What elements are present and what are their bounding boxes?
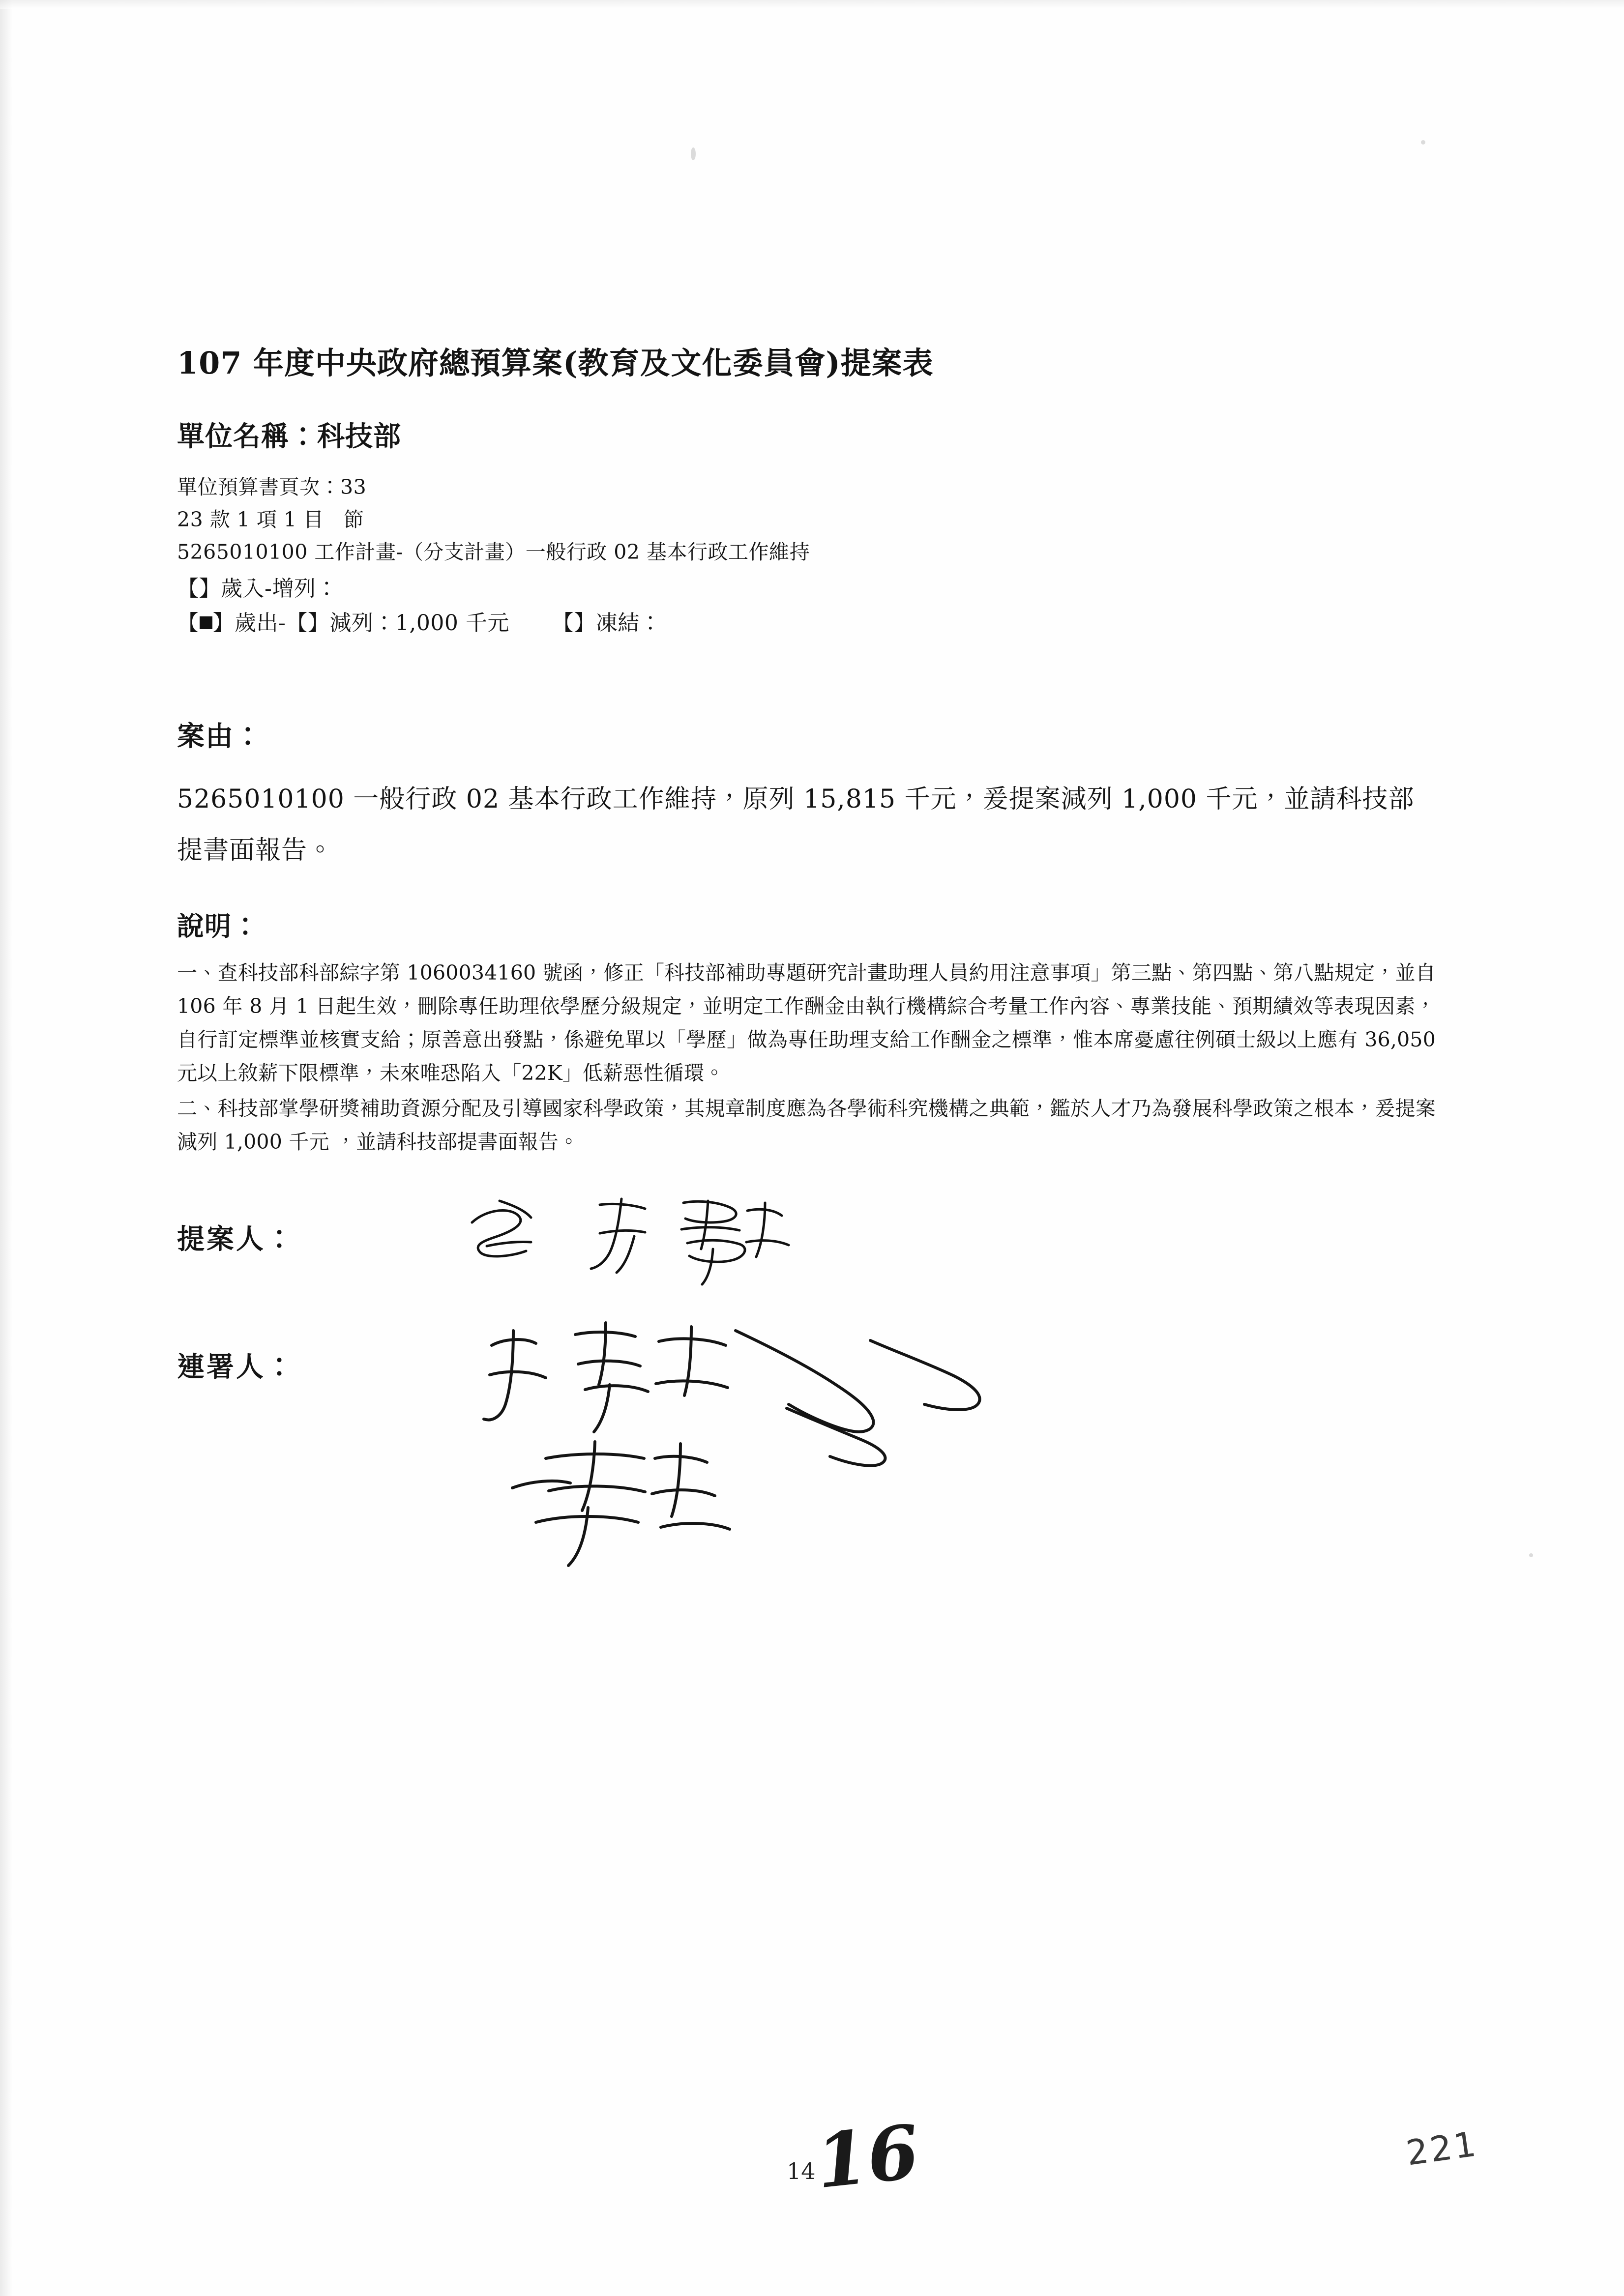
expenditure-reduce-label: 】歲出-【】減列：1,000 千元: [212, 610, 509, 636]
revenue-label: 【】歲入-增列：: [177, 576, 338, 601]
scan-speck: [691, 147, 696, 160]
scan-speck: [1529, 1553, 1533, 1557]
handwritten-page-number: 16: [812, 2108, 923, 2206]
meta-block: [177, 471, 1436, 569]
unit-name: 單位名稱：科技部: [177, 420, 401, 453]
expenditure-line: [177, 606, 1436, 640]
page-title: 107 年度中央政府總預算案(教育及文化委員會)提案表: [177, 345, 934, 381]
case-label: 案由：: [177, 720, 263, 753]
corner-mark: 221: [1404, 2123, 1480, 2174]
revenue-line: [177, 572, 1436, 606]
work-plan-line: 5265010100 工作計畫-（分支計畫）一般行政 02 基本行政工作維持: [177, 540, 810, 564]
expenditure-freeze-label: 【】凍結：: [552, 610, 662, 636]
proposer-label: 提案人：: [177, 1222, 295, 1255]
expenditure-bracket-open: 【: [177, 610, 199, 636]
checked-box-icon: [200, 616, 212, 629]
case-text: 5265010100 一般行政 02 基本行政工作維持，原列 15,815 千元，爰提案減列 1,000 千元，並請科技部提書面報告。: [177, 784, 1415, 865]
printed-page-number: 14: [787, 2158, 816, 2184]
scan-speck: [1421, 140, 1425, 145]
cosigner-label: 連署人：: [177, 1350, 295, 1383]
spacer: [177, 641, 1436, 715]
account-line: 23 款 1 項 1 目 節: [177, 507, 364, 531]
budget-page-line: 單位預算書頁次：33: [177, 475, 367, 499]
explain-item: 一、查科技部科部綜字第 1060034160 號函，修正「科技部補助專題研究計畫助理人員約用注意事項」第三點、第四點、第八點規定，並自 106 年 8 月 1 日起生效，刪除專任助理依學歷分級規定，並明定工作酬金由執行機構綜合考量工作內容、專業技能、預期績效等表現因素，自行訂定標準並核實支給；原善意出發點，係避免單以「學歷」做為專任助理支給工作酬金之標準，惟本席憂慮往例碩士級以上應有 36,050 元以上敘薪下限標準，未來唯恐陷入「22K」低薪惡性循環。: [177, 960, 1436, 1085]
cosigner-row: [177, 1345, 1436, 1552]
explain-item: 二、科技部掌學研獎補助資源分配及引導國家科學政策，其規章制度應為各學術科究機構之典範，鑑於人才乃為發展科學政策之根本，爰提案減列 1,000 千元 ，並請科技部提書面報告。: [177, 1096, 1436, 1154]
scan-edge-left: [0, 0, 13, 2296]
document-body: [177, 344, 1436, 1552]
proposer-row: [177, 1218, 1436, 1291]
scan-edge-top: [0, 0, 1624, 9]
explain-label: 說明：: [177, 910, 260, 942]
